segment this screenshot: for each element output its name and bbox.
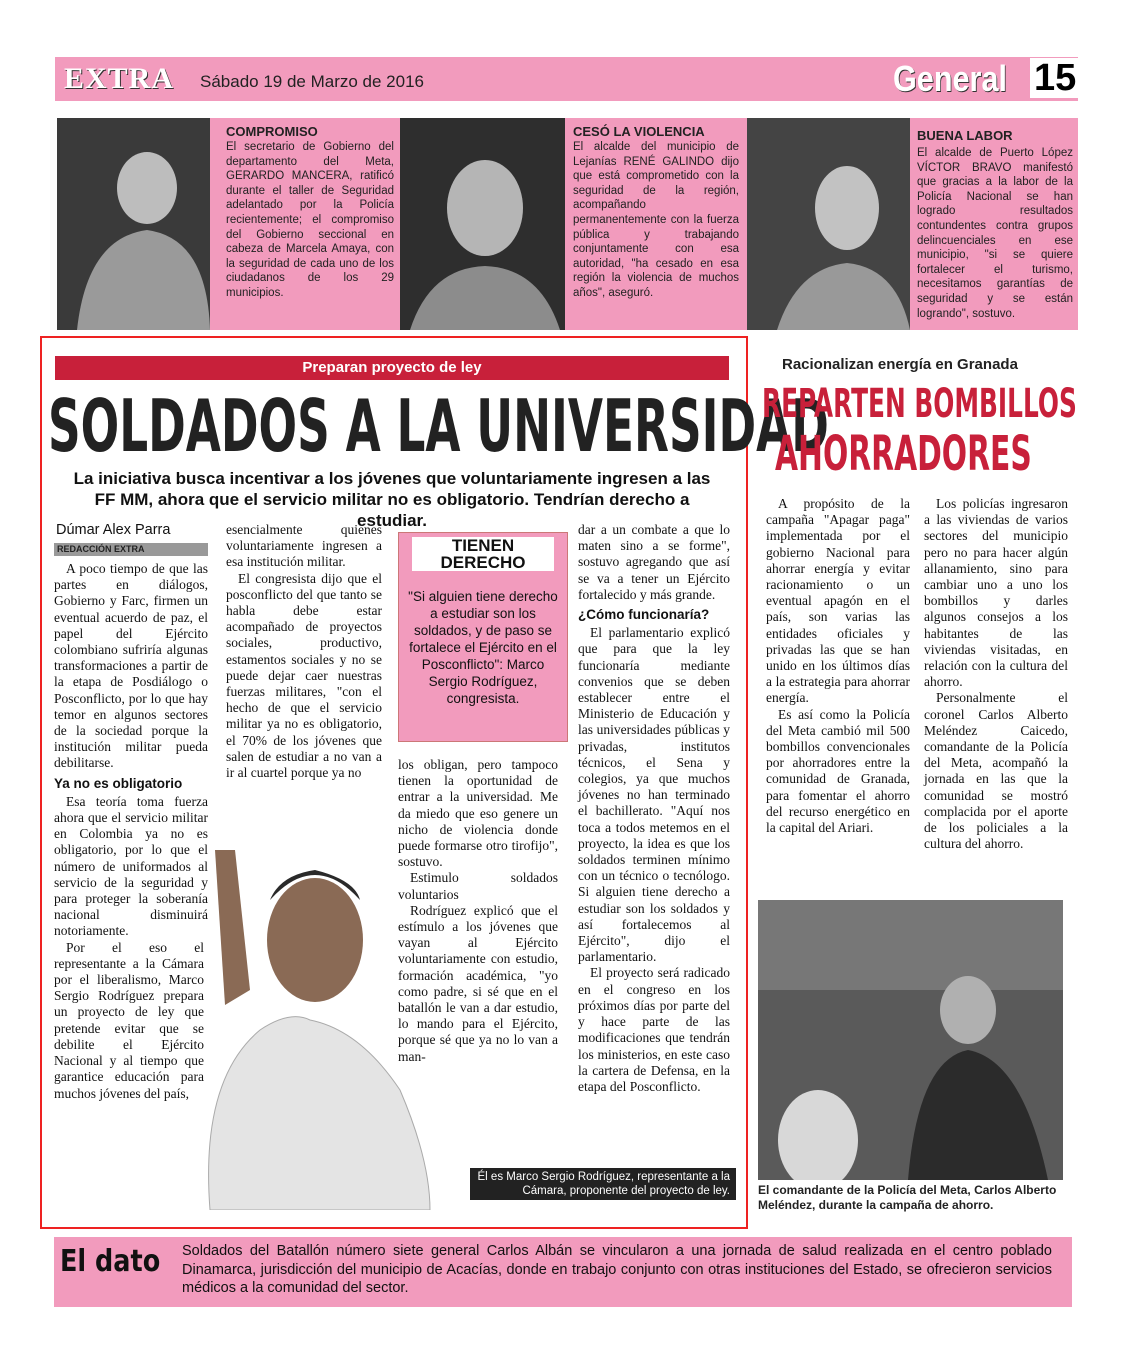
byline: Dúmar Alex Parra <box>56 522 171 538</box>
photo-gerardo-mancera <box>57 118 210 330</box>
photo-caption-police: El comandante de la Policía del Meta, Carlos Alberto Meléndez, durante la campaña de ahorro. <box>758 1183 1057 1212</box>
card-title: BUENA LABOR <box>917 128 1013 143</box>
card-title: CESÓ LA VIOLENCIA <box>573 124 705 139</box>
person-photo-icon <box>57 118 210 330</box>
paragraph: Estimulo soldados voluntarios <box>398 870 558 902</box>
person-photo-icon <box>747 118 910 330</box>
photo-caption-rodriguez: Él es Marco Sergio Rodríguez, representante a la Cámara, proponente del proyecto de ley. <box>470 1168 736 1200</box>
page-number: 15 <box>1030 58 1080 98</box>
card-text: El alcalde del municipio de Lejanías RENÉ GALINDO dijo que está comprometido con la seguridad de la región, acompañando permanentemente con la fuerza pública y trabajando conjuntamente con esa autoridad, "ha cesado en esa región la violencia de muchos años", aseguró. <box>573 141 739 299</box>
paragraph: Los policías ingresaron a las viviendas de varios sectores del municipio pero no para hacer algún allanamiento, sino para cambiar uno a uno los bombillos y darles algunos consejos a los habitantes de las viviendas visitadas, en relación con la cultura del ahorro. <box>924 496 1068 690</box>
el-dato-text: Soldados del Batallón número siete general Carlos Albán se vincularon a una jornada de salud realizada en el centro poblado Dinamarca, jurisdicción del municipio de Acacías, donde en trabajo conjunto con otras instituciones del Estado, se ofrecieron servicios médicos a la comunidad del sector. <box>182 1243 1052 1296</box>
paragraph: A propósito de la campaña "Apagar paga" implementada por el gobierno Nacional para ahorrar energía y evitar racionamiento o un eventual apagón en el país, son varias las entidades oficiales y privadas las que se han unido en los últimos días a la estrategia para ahorrar energía. <box>766 496 910 706</box>
side-headline-line2: AHORRADORES <box>775 426 1032 482</box>
paragraph: los obligan, pero tampoco tienen la oportunidad de entrar a la universidad. Me da miedo que eso genere un nicho de violencia donde puede formarse otro tirofijo", sostuvo. <box>398 757 558 870</box>
person-photo-icon <box>400 118 565 330</box>
paragraph: dar a un combate a que lo maten sino a se forme", sostuvo agregando que así se va a tener un Ejército fortalecido y más grande. <box>578 522 730 602</box>
main-kicker: Preparan proyecto de ley <box>55 356 729 380</box>
paragraph: Es así como la Policía del Meta cambió mil 500 bombillos convencionales por ahorradores entre la comunidad de Granada, para fomentar el ahorro del recurso energético en la capital del Ariari. <box>766 706 910 836</box>
issue-date: Sábado 19 de Marzo de 2016 <box>200 72 425 91</box>
paragraph: El congresista dijo que el posconflicto del que tanto se habla debe estar acompañado de proyectos sociales, productivo, estamentos sociales y no se puede dejar caer nuestras fuerzas militares, "con el hecho de que el servicio militar ya no es obligatorio, el 70% de los jóvenes que salen de estudiar a no van a ir al cuartel porque ya no <box>226 570 382 781</box>
side-kicker: Racionalizan energía en Granada <box>782 356 1018 373</box>
pull-quote-title: TIENEN DERECHO <box>440 536 526 572</box>
article-column-4 <box>578 522 730 1095</box>
section-title: General <box>893 58 1007 99</box>
paragraph: A poco tiempo de que las partes en diálogos, Gobierno y Farc, firmen un eventual acuerdo de paz, el papel del Ejército colombiano sufriría algunas transformaciones a partir de la etapa de Posdiálogo o Posconflicto, por lo que hay temor en algunos sectores de la sociedad porque la institución militar pueda debilitarse. <box>54 561 208 771</box>
side-headline-line1: REPARTEN BOMBILLOS <box>762 381 1077 427</box>
pull-quote-text: "Si alguien tiene derecho a estudiar son los soldados, y de paso se fortalece el Ejército en el Posconflicto": Marco Sergio Rodríguez, congresista. <box>408 589 558 706</box>
card-text: El secretario de Gobierno del departamento del Meta, GERARDO MANCERA, ratificó durante el taller de Seguridad adelantado por la Policía recientemente; el compromiso del Gobierno seccional en cabeza de Marcela Amaya, con la seguridad de cada uno de los ciudadanos de los 29 municipios. <box>226 141 394 299</box>
el-dato-label: El dato <box>60 1244 161 1279</box>
side-column-2 <box>924 496 1068 852</box>
paragraph: Por el eso el representante a la Cámara por el liberalismo, Marco Sergio Rodríguez prepara un proyecto de ley que pretende evitar que se debilite el Ejército Nacional y al tiempo que garantice educación para muchos jóvenes del país, <box>54 939 204 1101</box>
paragraph: Rodríguez explicó que el estímulo a los jóvenes que vayan al Ejército voluntariamente con estudio, formación académica, "yo como padre, si sé que en el batallón le van a dar estudio, lo mando para el Ejército, porque sé que ya no lo van a man- <box>398 902 558 1064</box>
article-column-2 <box>226 522 382 781</box>
main-deck: La iniciativa busca incentivar a los jóvenes que voluntariamente ingresen a las FF MM, ahora que el servicio militar no es obligatorio. Tendrían derecho a estudiar. <box>73 469 711 530</box>
subheading: Ya no es obligatorio <box>54 775 183 791</box>
photo-victor-bravo <box>747 118 910 330</box>
subheading: ¿Cómo funcionaría? <box>578 607 710 623</box>
photo-rene-galindo <box>400 118 565 330</box>
paragraph: El proyecto será radicado en el congreso en los próximos días por parte del y hace parte de las modificaciones que tendrán los ministerios, en este caso la cartera de Defensa, en la etapa del Posconflicto. <box>578 965 730 1094</box>
photo-marco-sergio-rodriguez <box>140 830 440 1210</box>
paragraph: Esa teoría toma fuerza ahora que el servicio militar en Colombia ya no es obligatorio, por lo que el número de uniformados al servicio de la seguridad y para proteger la soberanía nacional disminuirá notoriamente. <box>54 793 208 939</box>
person-photo-icon <box>140 830 440 1210</box>
side-column-1 <box>766 496 910 836</box>
main-headline: SOLDADOS A LA UNIVERSIDAD <box>48 384 829 468</box>
paragraph: esencialmente quienes voluntariamente ingresen a esa institución militar. <box>226 522 382 570</box>
card-text: El alcalde de Puerto López VÍCTOR BRAVO manifestó que gracias a la labor de la Policía Nacional se han logrado resultados contundentes contra grupos delincuenciales en ese municipio, "si se quiere fortalecer el turismo, necesitamos garantías de seguridad y se están logrando", sostuvo. <box>917 147 1073 320</box>
newspaper-logo: EXTRA <box>64 62 175 95</box>
paragraph: Personalmente el coronel Carlos Alberto Meléndez Caicedo, comandante de la Policía del Meta, acompañó la jornada en las que la comunidad se mostró complacida por el aporte de los policiales a la cultura del ahorro. <box>924 690 1068 852</box>
card-title: COMPROMISO <box>226 124 318 139</box>
byline-tag: REDACCIÓN EXTRA <box>54 543 148 555</box>
photo-police-commander <box>758 900 1063 1180</box>
person-photo-icon <box>758 900 1063 1180</box>
paragraph: El parlamentario explicó que para que la ley funcionaría mediante convenios que se deben establecer entre el Ministerio de Educación y las universidades públicas y privadas, institutos técnicos, el Sena y colegios, ya que muchos jóvenes no han terminado el bachillerato. "Aquí nos toca a todos metemos en el proyecto, la idea es que los soldados terminen mínimo con un técnico o tecnólogo. Si alguien tiene derecho a estudiar son los soldados y así fortalecemos al Ejército", dijo el parlamentario. <box>578 625 730 965</box>
